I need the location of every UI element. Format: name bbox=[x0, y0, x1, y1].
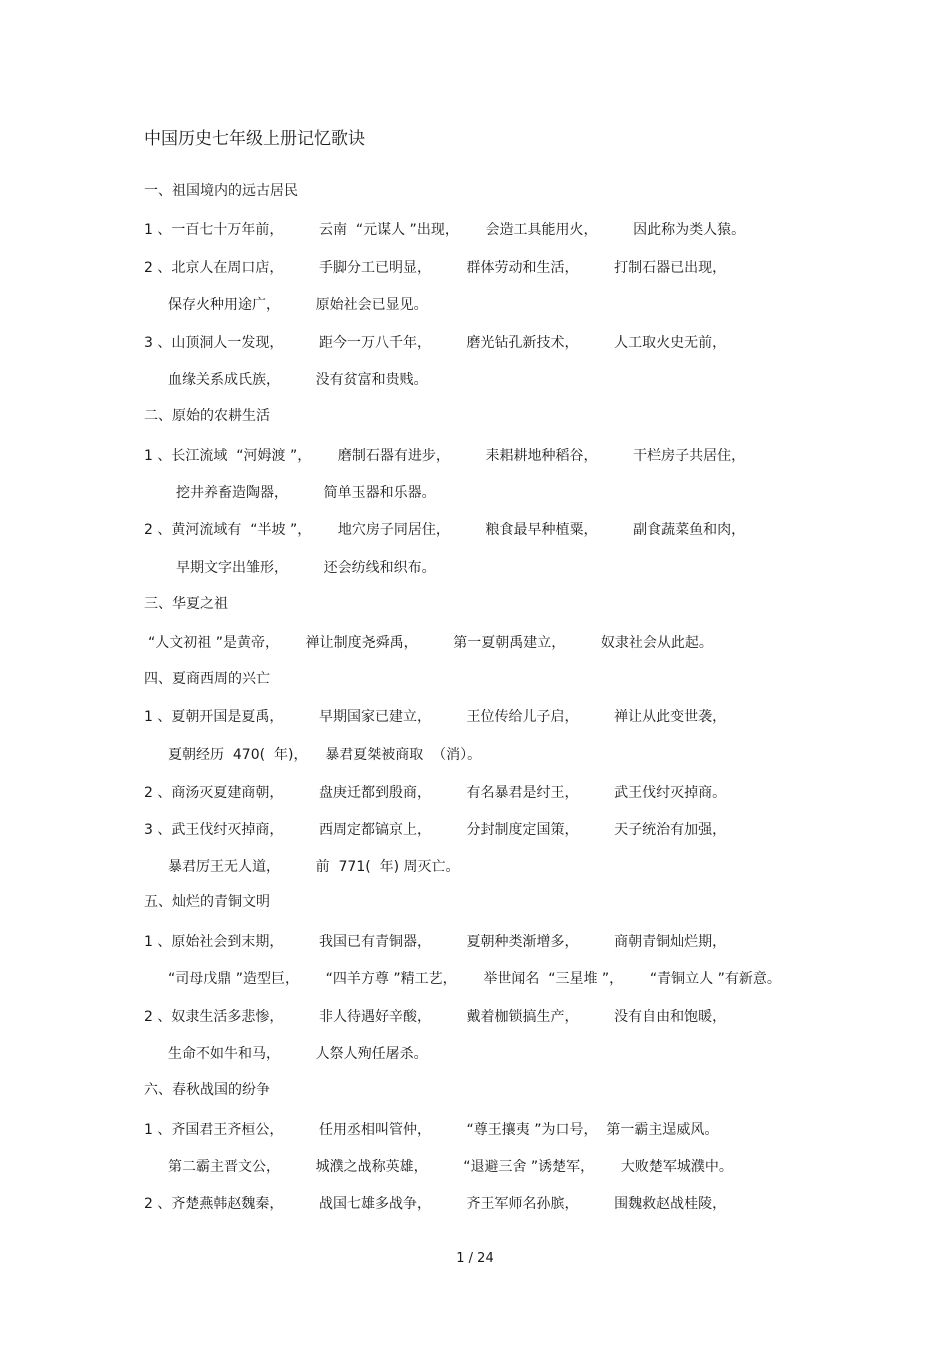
text-line: “人文初祖 ”是黄帝， 禅让制度尧舜禹， 第一夏朝禹建立， 奴隶社会从此起。 bbox=[148, 635, 713, 651]
text-line: 1 、原始社会到末期， 我国已有青铜器， 夏朝种类渐增多， 商朝青铜灿烂期， bbox=[144, 934, 727, 950]
text-line: 1 、一百七十万年前， 云南 “元谋人 ”出现， 会造工具能用火， 因此称为类人猿。 bbox=[144, 222, 746, 238]
text-line: 早期文字出雏形， 还会纺线和织布。 bbox=[176, 560, 436, 576]
text-line: 2 、黄河流域有 “半坡 ”， 地穴房子同居住， 粮食最早种植粟， 副食蔬菜鱼和肉， bbox=[144, 522, 746, 538]
text-line: 1 、长江流域 “河姆渡 ”， 磨制石器有进步， 耒耜耕地种稻谷， 干栏房子共居住， bbox=[144, 448, 746, 464]
text-line: 保存火种用途广， 原始社会已显见。 bbox=[168, 297, 428, 313]
section-heading: 二、原始的农耕生活 bbox=[144, 408, 270, 424]
text-line: 暴君厉王无人道， 前 771( 年) 周灭亡。 bbox=[168, 859, 460, 875]
section-heading: 三、华夏之祖 bbox=[144, 596, 228, 612]
text-line: 生命不如牛和马， 人祭人殉任屠杀。 bbox=[168, 1046, 428, 1062]
section-heading: 五、灿烂的青铜文明 bbox=[144, 894, 270, 910]
text-line: 3 、武王伐纣灭掉商， 西周定都镐京上， 分封制度定国策， 天子统治有加强， bbox=[144, 822, 727, 838]
text-line: 2 、北京人在周口店， 手脚分工已明显， 群体劳动和生活， 打制石器已出现， bbox=[144, 260, 727, 276]
text-line: 3 、山顶洞人一发现， 距今一万八千年， 磨光钻孔新技术， 人工取火史无前， bbox=[144, 335, 727, 351]
text-line: 2 、商汤灭夏建商朝， 盘庚迁都到殷商， 有名暴君是纣王， 武王伐纣灭掉商。 bbox=[144, 785, 727, 801]
section-heading: 四、夏商西周的兴亡 bbox=[144, 671, 270, 687]
text-line: 1 、齐国君王齐桓公， 任用丞相叫管仲， “尊王攘夷 ”为口号， 第一霸主逞威风。 bbox=[144, 1122, 719, 1138]
page-number: 1 / 24 bbox=[456, 1251, 494, 1266]
section-heading: 六、春秋战国的纷争 bbox=[144, 1082, 270, 1098]
text-line: 1 、夏朝开国是夏禹， 早期国家已建立， 王位传给儿子启， 禅让从此变世袭， bbox=[144, 709, 727, 725]
text-line: 挖井养畜造陶器， 简单玉器和乐器。 bbox=[176, 485, 436, 501]
text-line: 第二霸主晋文公， 城濮之战称英雄， “退避三舍 ”诱楚军， 大败楚军城濮中。 bbox=[168, 1159, 733, 1175]
section-heading: 一、祖国境内的远古居民 bbox=[144, 183, 298, 199]
text-line: 血缘关系成氏族， 没有贫富和贵贱。 bbox=[168, 372, 428, 388]
text-line: 夏朝经历 470( 年)， 暴君夏桀被商取 （消）。 bbox=[168, 747, 482, 763]
text-line: 2 、奴隶生活多悲惨， 非人待遇好辛酸， 戴着枷锁搞生产， 没有自由和饱暖， bbox=[144, 1009, 727, 1025]
text-line: “司母戊鼎 ”造型巨， “四羊方尊 ”精工艺， 举世闻名 “三星堆 ”， “青铜立人 ”有新意。 bbox=[168, 971, 781, 987]
text-line: 2 、齐楚燕韩赵魏秦， 战国七雄多战争， 齐王军师名孙膑， 围魏救赵战桂陵， bbox=[144, 1196, 727, 1212]
document-title: 中国历史七年级上册记忆歌诀 bbox=[144, 129, 365, 149]
